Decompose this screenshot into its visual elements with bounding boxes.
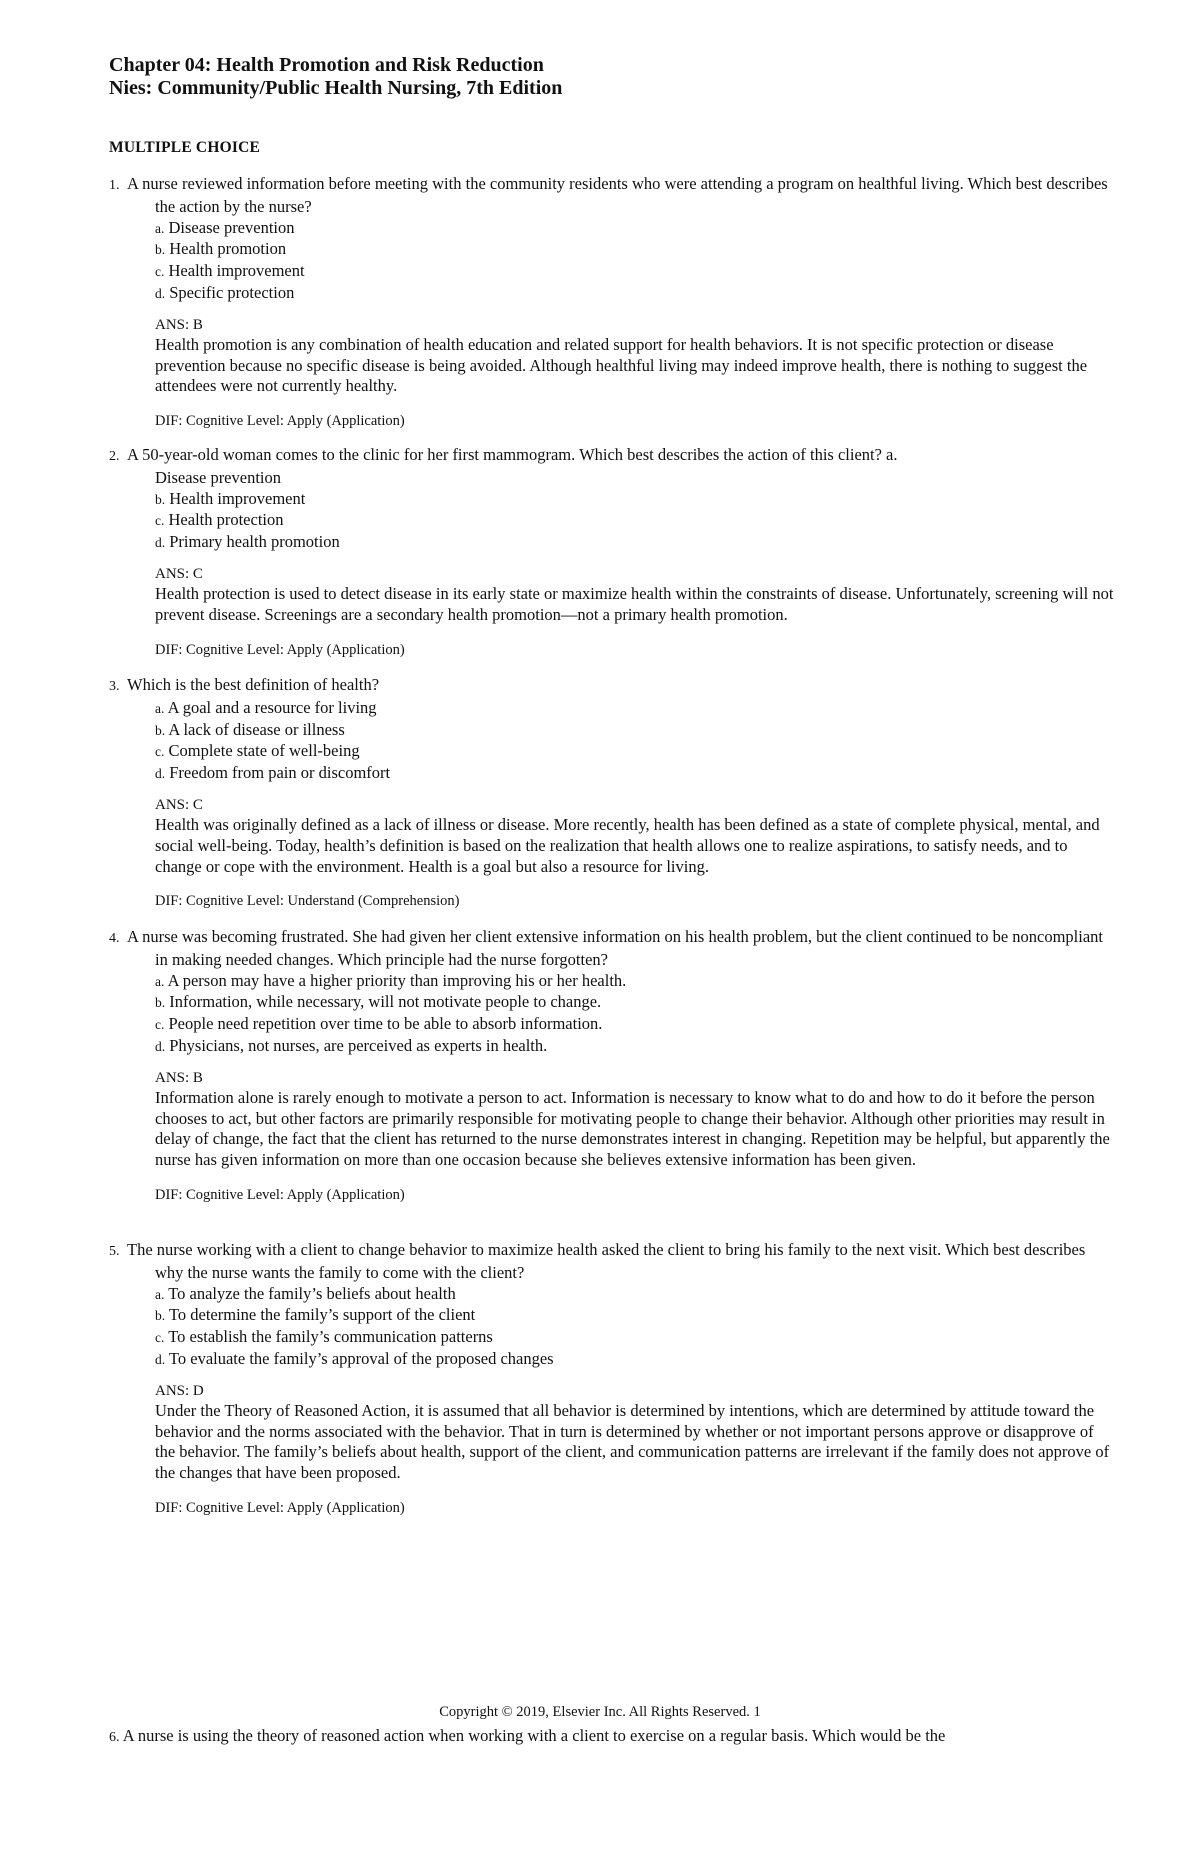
difficulty-level: DIF: Cognitive Level: Understand (Comprehension) bbox=[155, 893, 460, 910]
question-stem: 3. Which is the best definition of health? bbox=[109, 675, 1109, 698]
difficulty-level: DIF: Cognitive Level: Apply (Application) bbox=[155, 1186, 405, 1203]
question-2 bbox=[109, 445, 1114, 660]
difficulty-level: DIF: Cognitive Level: Apply (Application) bbox=[155, 641, 405, 658]
option-a: a. To analyze the family’s beliefs about health bbox=[155, 1283, 456, 1303]
question-number: 5. bbox=[109, 1244, 120, 1259]
question-number: 2. bbox=[109, 449, 120, 464]
option-b: b. Health promotion bbox=[155, 239, 287, 259]
option-b: b. A lack of disease or illness bbox=[155, 719, 345, 739]
option-b: b. To determine the family’s support of the client bbox=[155, 1305, 476, 1325]
question-number: 6. bbox=[109, 1730, 120, 1745]
question-number: 1. bbox=[109, 178, 120, 193]
rationale: Information alone is rarely enough to motivate a person to act. Information is necessary to know what to do and how to do it before the person chooses to act, but other factors are primarily responsible for motivating people to change their behavior. Although other priorities may result in delay of change, the fact that the client has returned to the nurse demonstrates interest in changing. Repetition may be helpful, but apparently the nurse has given information on more than one occasion because she believes extensive information has been given. bbox=[155, 1087, 1110, 1170]
answer-key: ANS: C bbox=[155, 565, 203, 582]
question-stem: 2. A 50-year-old woman comes to the clinic for her first mammogram. Which best describes the action of this client? a. bbox=[109, 445, 1109, 468]
question-1 bbox=[109, 174, 1109, 431]
difficulty-level: DIF: Cognitive Level: Apply (Application) bbox=[155, 413, 405, 430]
rationale: Health promotion is any combination of health education and related support for health behaviors. It is not specific protection or disease prevention because no specific disease is being avoided. Although healthful living may indeed improve health, there is nothing to suggest the attendees were not currently healthy. bbox=[155, 334, 1088, 396]
rationale: Health protection is used to detect disease in its early state or maximize health within the constraints of disease. Unfortunately, screening will not prevent disease. Screenings are a secondary health promotion—not a primary health promotion. bbox=[155, 583, 1114, 624]
option-a: a. A person may have a higher priority than improving his or her health. bbox=[155, 970, 627, 990]
question-number: 4. bbox=[109, 931, 120, 946]
question-4 bbox=[109, 927, 1109, 1205]
answer-key: ANS: B bbox=[155, 1069, 203, 1086]
option-a: a. A goal and a resource for living bbox=[155, 697, 377, 717]
option-b: b. Health improvement bbox=[155, 488, 306, 508]
option-c: c. Health improvement bbox=[155, 261, 305, 281]
question-number: 3. bbox=[109, 679, 120, 694]
question-3 bbox=[109, 675, 1109, 911]
option-c: c. People need repetition over time to be able to absorb information. bbox=[155, 1014, 603, 1034]
option-a: Disease prevention bbox=[155, 467, 281, 487]
rationale: Health was originally defined as a lack of illness or disease. More recently, health has been defined as a state of complete physical, mental, and social well-being. Today, health’s definition is based on the realization that health allows one to realize aspirations, to satisfy needs, and to change or cope with the environment. Health is a goal but also a resource for living. bbox=[155, 814, 1100, 876]
option-c: c. Health protection bbox=[155, 510, 284, 530]
option-d: d. To evaluate the family’s approval of the proposed changes bbox=[155, 1348, 554, 1368]
question-5 bbox=[109, 1240, 1109, 1518]
section-heading: MULTIPLE CHOICE bbox=[109, 139, 260, 156]
option-d: d. Physicians, not nurses, are perceived as experts in health. bbox=[155, 1035, 548, 1055]
option-c: c. Complete state of well-being bbox=[155, 741, 360, 761]
book-title: Nies: Community/Public Health Nursing, 7th Edition bbox=[109, 77, 563, 99]
option-d: d. Specific protection bbox=[155, 282, 295, 302]
chapter-title: Chapter 04: Health Promotion and Risk Reduction bbox=[109, 54, 544, 76]
answer-key: ANS: C bbox=[155, 796, 203, 813]
option-b: b. Information, while necessary, will not motivate people to change. bbox=[155, 992, 602, 1012]
option-d: d. Primary health promotion bbox=[155, 532, 340, 552]
question-stem: 1. A nurse reviewed information before meeting with the community residents who were attending a program on healthful living. Which best describes the action by the nurse? bbox=[109, 174, 1108, 216]
question-stem: A nurse is using the theory of reasoned action when working with a client to exercise on a regular basis. Which would be the bbox=[122, 1726, 946, 1745]
answer-key: ANS: D bbox=[155, 1382, 204, 1399]
question-6-start bbox=[109, 1726, 945, 1749]
option-c: c. To establish the family’s communication patterns bbox=[155, 1327, 493, 1347]
question-stem: 5. The nurse working with a client to change behavior to maximize health asked the client to bring his family to the next visit. Which best describes why the nurse wants the family to come with the client? bbox=[109, 1240, 1086, 1282]
question-stem: 4. A nurse was becoming frustrated. She had given her client extensive information on his health problem, but the client continued to be noncompliant in making needed changes. Which principle had the nurse forgotten? bbox=[109, 927, 1104, 969]
difficulty-level: DIF: Cognitive Level: Apply (Application) bbox=[155, 1499, 405, 1516]
copyright-footer: Copyright © 2019, Elsevier Inc. All Rights Reserved. 1 bbox=[439, 1704, 761, 1720]
rationale: Under the Theory of Reasoned Action, it is assumed that all behavior is determined by intentions, which are determined by attitude toward the behavior and the norms associated with the behavior. That in turn is determined by whether or not important persons approve or disapprove of the behavior. The family’s beliefs about health, support of the client, and communication patterns are irrelevant if the family does not approve of the changes that have been proposed. bbox=[155, 1400, 1110, 1483]
option-a: a. Disease prevention bbox=[155, 217, 295, 237]
option-d: d. Freedom from pain or discomfort bbox=[155, 763, 391, 783]
answer-key: ANS: B bbox=[155, 316, 203, 333]
